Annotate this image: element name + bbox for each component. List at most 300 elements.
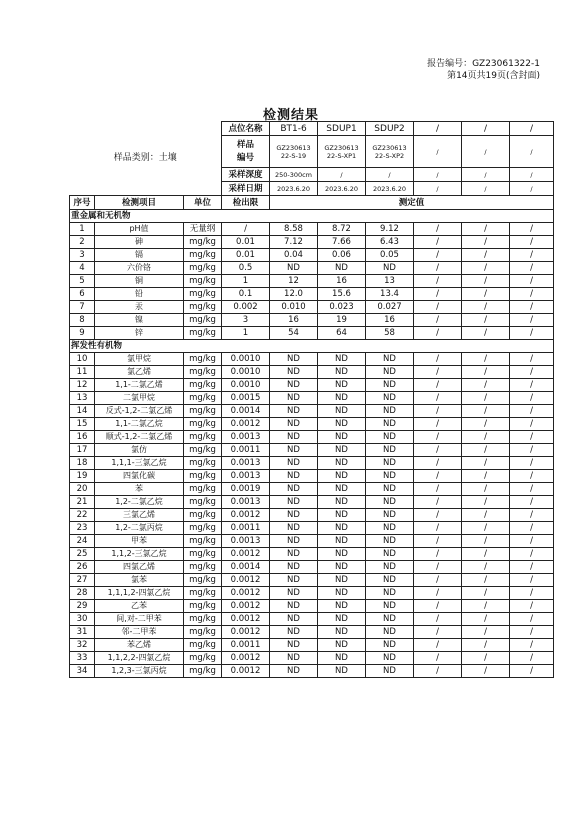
measured-value: / (510, 249, 554, 262)
measured-value: / (414, 418, 462, 431)
unit: mg/kg (184, 639, 222, 652)
unit: mg/kg (184, 457, 222, 470)
measured-value: / (462, 626, 510, 639)
table-row (70, 236, 554, 249)
point-name-3: SDUP2 (366, 122, 414, 136)
measured-value: / (462, 275, 510, 288)
table-row (70, 418, 554, 431)
unit: mg/kg (184, 535, 222, 548)
detection-limit: 0.01 (222, 249, 270, 262)
measured-value: / (414, 613, 462, 626)
measured-value: / (510, 522, 554, 535)
measured-value: ND (366, 457, 414, 470)
results-table (69, 121, 554, 678)
item-name: pH值 (95, 223, 184, 236)
measured-value: ND (270, 483, 318, 496)
measured-value: 12.0 (270, 288, 318, 301)
measured-value: / (414, 574, 462, 587)
measured-value: ND (366, 561, 414, 574)
measured-value: / (462, 314, 510, 327)
measured-value: ND (270, 600, 318, 613)
table-row (70, 314, 554, 327)
measured-value: ND (270, 535, 318, 548)
measured-value: / (414, 379, 462, 392)
item-name: 1,2-二氯丙烷 (95, 522, 184, 535)
measured-value: / (414, 470, 462, 483)
measured-value: / (510, 665, 554, 678)
table-row (70, 327, 554, 340)
measured-value: / (414, 496, 462, 509)
measured-value: / (510, 223, 554, 236)
row-number: 28 (70, 587, 95, 600)
detection-limit: 0.0014 (222, 561, 270, 574)
measured-value: / (510, 496, 554, 509)
measured-value: 0.05 (366, 249, 414, 262)
measured-value: 6.43 (366, 236, 414, 249)
measured-value: / (414, 587, 462, 600)
measured-value: ND (270, 561, 318, 574)
measured-value: / (510, 366, 554, 379)
measured-value: / (510, 288, 554, 301)
measured-value: / (510, 535, 554, 548)
measured-value: ND (366, 652, 414, 665)
measured-value: / (414, 535, 462, 548)
measured-value: ND (318, 626, 366, 639)
table-row (70, 379, 554, 392)
measured-value: / (414, 548, 462, 561)
page-title: 检测结果 (262, 108, 319, 123)
item-name: 1,1,1-三氯乙烷 (95, 457, 184, 470)
table-row (70, 600, 554, 613)
measured-value: ND (318, 535, 366, 548)
measured-value: / (510, 509, 554, 522)
measured-value: / (414, 431, 462, 444)
detection-limit: 0.0011 (222, 522, 270, 535)
measured-value: 12 (270, 275, 318, 288)
results-table-body (70, 122, 554, 678)
unit: mg/kg (184, 613, 222, 626)
measured-value: / (510, 353, 554, 366)
detection-limit: / (222, 223, 270, 236)
table-row (70, 574, 554, 587)
measured-value: / (510, 548, 554, 561)
measured-value: / (510, 405, 554, 418)
row-number: 19 (70, 470, 95, 483)
measured-value: / (462, 249, 510, 262)
sampling-depth-6: / (510, 168, 554, 182)
point-name-2: SDUP1 (318, 122, 366, 136)
detection-limit: 0.002 (222, 301, 270, 314)
measured-value: ND (318, 548, 366, 561)
measured-value: ND (270, 639, 318, 652)
measured-value: ND (318, 613, 366, 626)
unit: mg/kg (184, 600, 222, 613)
measured-value: / (414, 249, 462, 262)
section-title: 重金属和无机物 (70, 210, 554, 223)
measured-value: / (510, 470, 554, 483)
sampling-depth-1: 250-300cm (270, 168, 318, 182)
table-row (70, 652, 554, 665)
sampling-date-2: 2023.6.20 (318, 182, 366, 196)
measured-value: 16 (270, 314, 318, 327)
detection-limit: 0.0013 (222, 457, 270, 470)
row-number: 23 (70, 522, 95, 535)
detection-limit: 0.0013 (222, 535, 270, 548)
unit: mg/kg (184, 236, 222, 249)
measured-value: / (414, 275, 462, 288)
detection-limit: 0.0012 (222, 665, 270, 678)
measured-value: ND (366, 535, 414, 548)
measured-value: ND (366, 405, 414, 418)
measured-value: ND (270, 392, 318, 405)
measured-value: / (462, 288, 510, 301)
measured-value: ND (318, 509, 366, 522)
measured-value: / (414, 392, 462, 405)
detection-limit: 0.0012 (222, 509, 270, 522)
measured-value: ND (270, 626, 318, 639)
measured-value: 15.6 (318, 288, 366, 301)
measured-value: ND (318, 262, 366, 275)
measured-value: / (510, 275, 554, 288)
detection-limit: 0.0012 (222, 613, 270, 626)
detection-limit: 0.0011 (222, 444, 270, 457)
unit: mg/kg (184, 314, 222, 327)
row-number: 29 (70, 600, 95, 613)
measured-value: ND (318, 652, 366, 665)
measured-value: / (414, 327, 462, 340)
sampling-depth-4: / (414, 168, 462, 182)
row-number: 34 (70, 665, 95, 678)
item-name: 四氯化碳 (95, 470, 184, 483)
measured-value: 8.72 (318, 223, 366, 236)
unit: mg/kg (184, 418, 222, 431)
measured-value: / (462, 548, 510, 561)
row-number: 9 (70, 327, 95, 340)
measured-value: / (462, 418, 510, 431)
measured-value: / (462, 236, 510, 249)
row-number: 20 (70, 483, 95, 496)
measured-value: / (510, 626, 554, 639)
table-row (70, 262, 554, 275)
measured-value: ND (270, 444, 318, 457)
measured-value: / (414, 314, 462, 327)
detection-limit: 0.0010 (222, 379, 270, 392)
unit: mg/kg (184, 379, 222, 392)
detection-limit: 0.0012 (222, 548, 270, 561)
measured-value: 19 (318, 314, 366, 327)
item-name: 苯乙烯 (95, 639, 184, 652)
measured-value: ND (318, 405, 366, 418)
sample-no-1: GZ230613 22-S-19 (270, 136, 318, 168)
section-header-row (70, 210, 554, 223)
sampling-date-5: / (462, 182, 510, 196)
row-number: 16 (70, 431, 95, 444)
table-row (70, 496, 554, 509)
detection-limit: 3 (222, 314, 270, 327)
measured-value: ND (366, 262, 414, 275)
detection-limit: 0.0012 (222, 652, 270, 665)
measured-value: / (462, 262, 510, 275)
measured-value: ND (366, 379, 414, 392)
measured-value: ND (270, 496, 318, 509)
detection-limit: 0.0012 (222, 574, 270, 587)
measured-value: 13.4 (366, 288, 414, 301)
row-number: 5 (70, 275, 95, 288)
measured-value: / (414, 652, 462, 665)
measured-value: / (462, 431, 510, 444)
measured-value: ND (318, 600, 366, 613)
unit: mg/kg (184, 483, 222, 496)
measured-value: ND (366, 483, 414, 496)
item-name: 氯甲烷 (95, 353, 184, 366)
table-row (70, 639, 554, 652)
measured-value: ND (366, 613, 414, 626)
measured-value: / (510, 652, 554, 665)
item-name: 氯苯 (95, 574, 184, 587)
table-row (70, 405, 554, 418)
unit: mg/kg (184, 301, 222, 314)
item-name: 镉 (95, 249, 184, 262)
detection-limit: 0.0013 (222, 496, 270, 509)
measured-value: / (510, 483, 554, 496)
table-row (70, 457, 554, 470)
row-number: 33 (70, 652, 95, 665)
measured-value: / (414, 626, 462, 639)
measured-value: 7.66 (318, 236, 366, 249)
measured-value: ND (366, 665, 414, 678)
table-row (70, 587, 554, 600)
measured-value: ND (270, 431, 318, 444)
item-name: 铅 (95, 288, 184, 301)
measured-value: ND (270, 470, 318, 483)
row-number: 25 (70, 548, 95, 561)
detection-limit: 0.1 (222, 288, 270, 301)
measured-value: / (414, 262, 462, 275)
row-number: 7 (70, 301, 95, 314)
sample-no-label (222, 136, 270, 168)
measured-value: / (414, 639, 462, 652)
measured-value: / (414, 405, 462, 418)
point-name-4: / (414, 122, 462, 136)
sample-no-5: / (462, 136, 510, 168)
measured-value: / (414, 444, 462, 457)
measured-value: 13 (366, 275, 414, 288)
measured-value: / (414, 366, 462, 379)
row-number: 3 (70, 249, 95, 262)
sample-no-2: GZ230613 22-S-XP1 (318, 136, 366, 168)
unit: mg/kg (184, 392, 222, 405)
measured-value: 58 (366, 327, 414, 340)
report-number: 报告编号：GZ23061322-1 (427, 59, 540, 69)
measured-value: / (510, 639, 554, 652)
item-name: 1,1-二氯乙烯 (95, 379, 184, 392)
row-number: 21 (70, 496, 95, 509)
measured-value: ND (270, 548, 318, 561)
row-number: 15 (70, 418, 95, 431)
sampling-date-1: 2023.6.20 (270, 182, 318, 196)
measured-value: ND (366, 496, 414, 509)
row-number: 2 (70, 236, 95, 249)
measured-value: / (462, 353, 510, 366)
detection-limit: 0.0012 (222, 587, 270, 600)
measured-value: / (462, 574, 510, 587)
measured-value: / (510, 561, 554, 574)
unit: mg/kg (184, 522, 222, 535)
measured-value: 0.06 (318, 249, 366, 262)
table-row (70, 522, 554, 535)
measured-value: / (510, 613, 554, 626)
row-number: 14 (70, 405, 95, 418)
measured-value: / (414, 223, 462, 236)
detection-limit: 0.0015 (222, 392, 270, 405)
unit: mg/kg (184, 496, 222, 509)
measured-value: ND (366, 418, 414, 431)
item-name: 间,对-二甲苯 (95, 613, 184, 626)
point-name-1: BT1-6 (270, 122, 318, 136)
measured-value: ND (318, 639, 366, 652)
measured-value: ND (318, 418, 366, 431)
table-row (70, 366, 554, 379)
detection-limit: 0.0012 (222, 626, 270, 639)
table-row (70, 275, 554, 288)
measured-value: / (414, 522, 462, 535)
measured-value: ND (270, 509, 318, 522)
report-header (427, 58, 540, 82)
table-row (70, 626, 554, 639)
measured-value: ND (318, 392, 366, 405)
item-name: 反式-1,2-二氯乙烯 (95, 405, 184, 418)
unit: mg/kg (184, 262, 222, 275)
section-title: 挥发性有机物 (70, 340, 554, 353)
item-name: 锌 (95, 327, 184, 340)
row-number: 11 (70, 366, 95, 379)
sampling-date-4: / (414, 182, 462, 196)
item-name: 铜 (95, 275, 184, 288)
measured-value: / (462, 223, 510, 236)
measured-value: 0.010 (270, 301, 318, 314)
item-name: 1,1,1,2-四氯乙烷 (95, 587, 184, 600)
measured-value: / (462, 587, 510, 600)
measured-value: ND (366, 522, 414, 535)
measured-value: ND (366, 444, 414, 457)
unit: mg/kg (184, 405, 222, 418)
measured-value: / (510, 379, 554, 392)
point-name-6: / (510, 122, 554, 136)
unit: mg/kg (184, 470, 222, 483)
measured-value: ND (270, 587, 318, 600)
measured-value: / (510, 327, 554, 340)
measured-value: / (414, 561, 462, 574)
unit: mg/kg (184, 353, 222, 366)
measured-value: / (462, 392, 510, 405)
table-row (70, 288, 554, 301)
measured-value: / (462, 600, 510, 613)
table-row (70, 548, 554, 561)
measured-value: / (510, 236, 554, 249)
item-name: 氯仿 (95, 444, 184, 457)
sample-no-6: / (510, 136, 554, 168)
row-number: 22 (70, 509, 95, 522)
item-name: 乙苯 (95, 600, 184, 613)
measured-value: ND (270, 262, 318, 275)
row-number: 12 (70, 379, 95, 392)
table-row (70, 444, 554, 457)
date-label: 采样日期 (222, 182, 270, 196)
table-row (70, 301, 554, 314)
section-header-row (70, 340, 554, 353)
row-number: 10 (70, 353, 95, 366)
measured-value: / (462, 652, 510, 665)
unit: mg/kg (184, 665, 222, 678)
measured-value: / (510, 444, 554, 457)
measured-value: / (414, 301, 462, 314)
measured-value: ND (270, 418, 318, 431)
sample-category: 样品类别：土壤 (113, 153, 177, 164)
item-name: 1,1-二氯乙烷 (95, 418, 184, 431)
unit: mg/kg (184, 587, 222, 600)
measured-value: / (462, 639, 510, 652)
row-number: 26 (70, 561, 95, 574)
measured-value: ND (318, 483, 366, 496)
measured-value: ND (318, 470, 366, 483)
measured-value: / (462, 366, 510, 379)
table-row (70, 470, 554, 483)
sample-no-label-text: 样品 编号 (236, 139, 254, 163)
measured-value: ND (366, 392, 414, 405)
row-number: 8 (70, 314, 95, 327)
measured-value: ND (270, 405, 318, 418)
table-row (70, 509, 554, 522)
detection-limit: 0.0014 (222, 405, 270, 418)
measured-value: 16 (366, 314, 414, 327)
measured-value: / (414, 288, 462, 301)
measured-value: 64 (318, 327, 366, 340)
measured-value: ND (366, 431, 414, 444)
measured-value: / (462, 457, 510, 470)
unit: mg/kg (184, 249, 222, 262)
measured-value: ND (318, 496, 366, 509)
row-number: 18 (70, 457, 95, 470)
col-header-measured: 测定值 (270, 196, 554, 210)
item-name: 四氯乙烯 (95, 561, 184, 574)
measured-value: / (462, 483, 510, 496)
row-number: 27 (70, 574, 95, 587)
item-name: 二氯甲烷 (95, 392, 184, 405)
sampling-depth-3: / (366, 168, 414, 182)
measured-value: / (414, 457, 462, 470)
measured-value: / (510, 574, 554, 587)
measured-value: / (510, 301, 554, 314)
measured-value: ND (366, 626, 414, 639)
measured-value: / (414, 236, 462, 249)
measured-value: ND (366, 574, 414, 587)
measured-value: ND (366, 353, 414, 366)
row-number: 6 (70, 288, 95, 301)
detection-limit: 0.0019 (222, 483, 270, 496)
measured-value: 16 (318, 275, 366, 288)
item-name: 镍 (95, 314, 184, 327)
detection-limit: 1 (222, 275, 270, 288)
table-row (70, 353, 554, 366)
row-number: 24 (70, 535, 95, 548)
measured-value: / (414, 509, 462, 522)
sampling-date-6: / (510, 182, 554, 196)
item-name: 1,1,2,2-四氯乙烷 (95, 652, 184, 665)
measured-value: ND (318, 522, 366, 535)
unit: mg/kg (184, 509, 222, 522)
measured-value: ND (270, 457, 318, 470)
measured-value: 9.12 (366, 223, 414, 236)
